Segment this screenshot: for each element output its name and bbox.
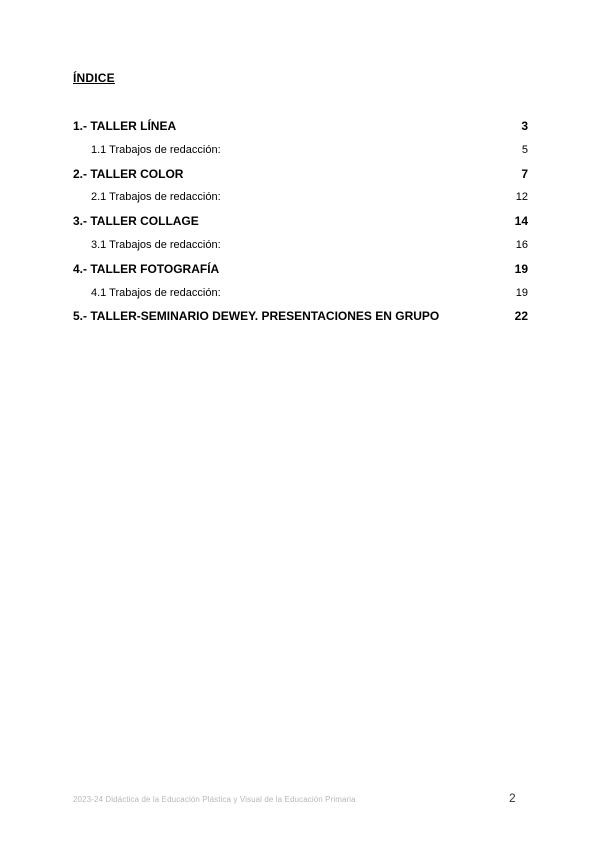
toc-entry-1-1[interactable] [73,139,528,163]
toc-entry-5[interactable] [73,305,528,329]
toc-entry-title: 3.- TALLER COLLAGE [73,214,199,229]
toc-entry-3[interactable] [73,210,528,234]
toc-entry-1[interactable] [73,115,528,139]
toc-entry-page: 5 [521,143,528,156]
toc-entry-2[interactable] [73,163,528,187]
table-of-contents [73,115,528,329]
toc-entry-title: 5.- TALLER-SEMINARIO DEWEY. PRESENTACIONES EN GRUPO [73,309,440,324]
toc-entry-page: 7 [521,166,528,181]
toc-entry-2-1[interactable] [73,186,528,210]
toc-entry-page: 19 [515,286,528,299]
toc-entry-4-1[interactable] [73,282,528,306]
footer-course-title: 2023-24 Didáctica de la Educación Plástica y Visual de la Educación Primaria [73,795,356,804]
toc-entry-page: 16 [515,238,528,251]
toc-entry-3-1[interactable] [73,234,528,258]
footer-page-number: 2 [509,791,516,805]
index-heading: ÍNDICE [73,71,115,85]
toc-entry-title: 2.- TALLER COLOR [73,166,184,181]
toc-entry-title: 3.1 Trabajos de redacción: [91,238,221,251]
toc-entry-page: 3 [521,119,528,133]
toc-entry-page: 19 [514,261,528,276]
toc-entry-page: 22 [514,309,528,324]
toc-entry-title: 1.- TALLER LÍNEA [73,119,177,133]
toc-entry-page: 12 [515,191,528,204]
toc-entry-page: 14 [514,214,528,229]
toc-entry-title: 1.1 Trabajos de redacción: [91,143,221,156]
toc-entry-title: 4.1 Trabajos de redacción: [91,286,221,299]
toc-entry-title: 2.1 Trabajos de redacción: [91,191,221,204]
toc-entry-4[interactable] [73,258,528,282]
toc-entry-title: 4.- TALLER FOTOGRAFÍA [73,261,220,276]
